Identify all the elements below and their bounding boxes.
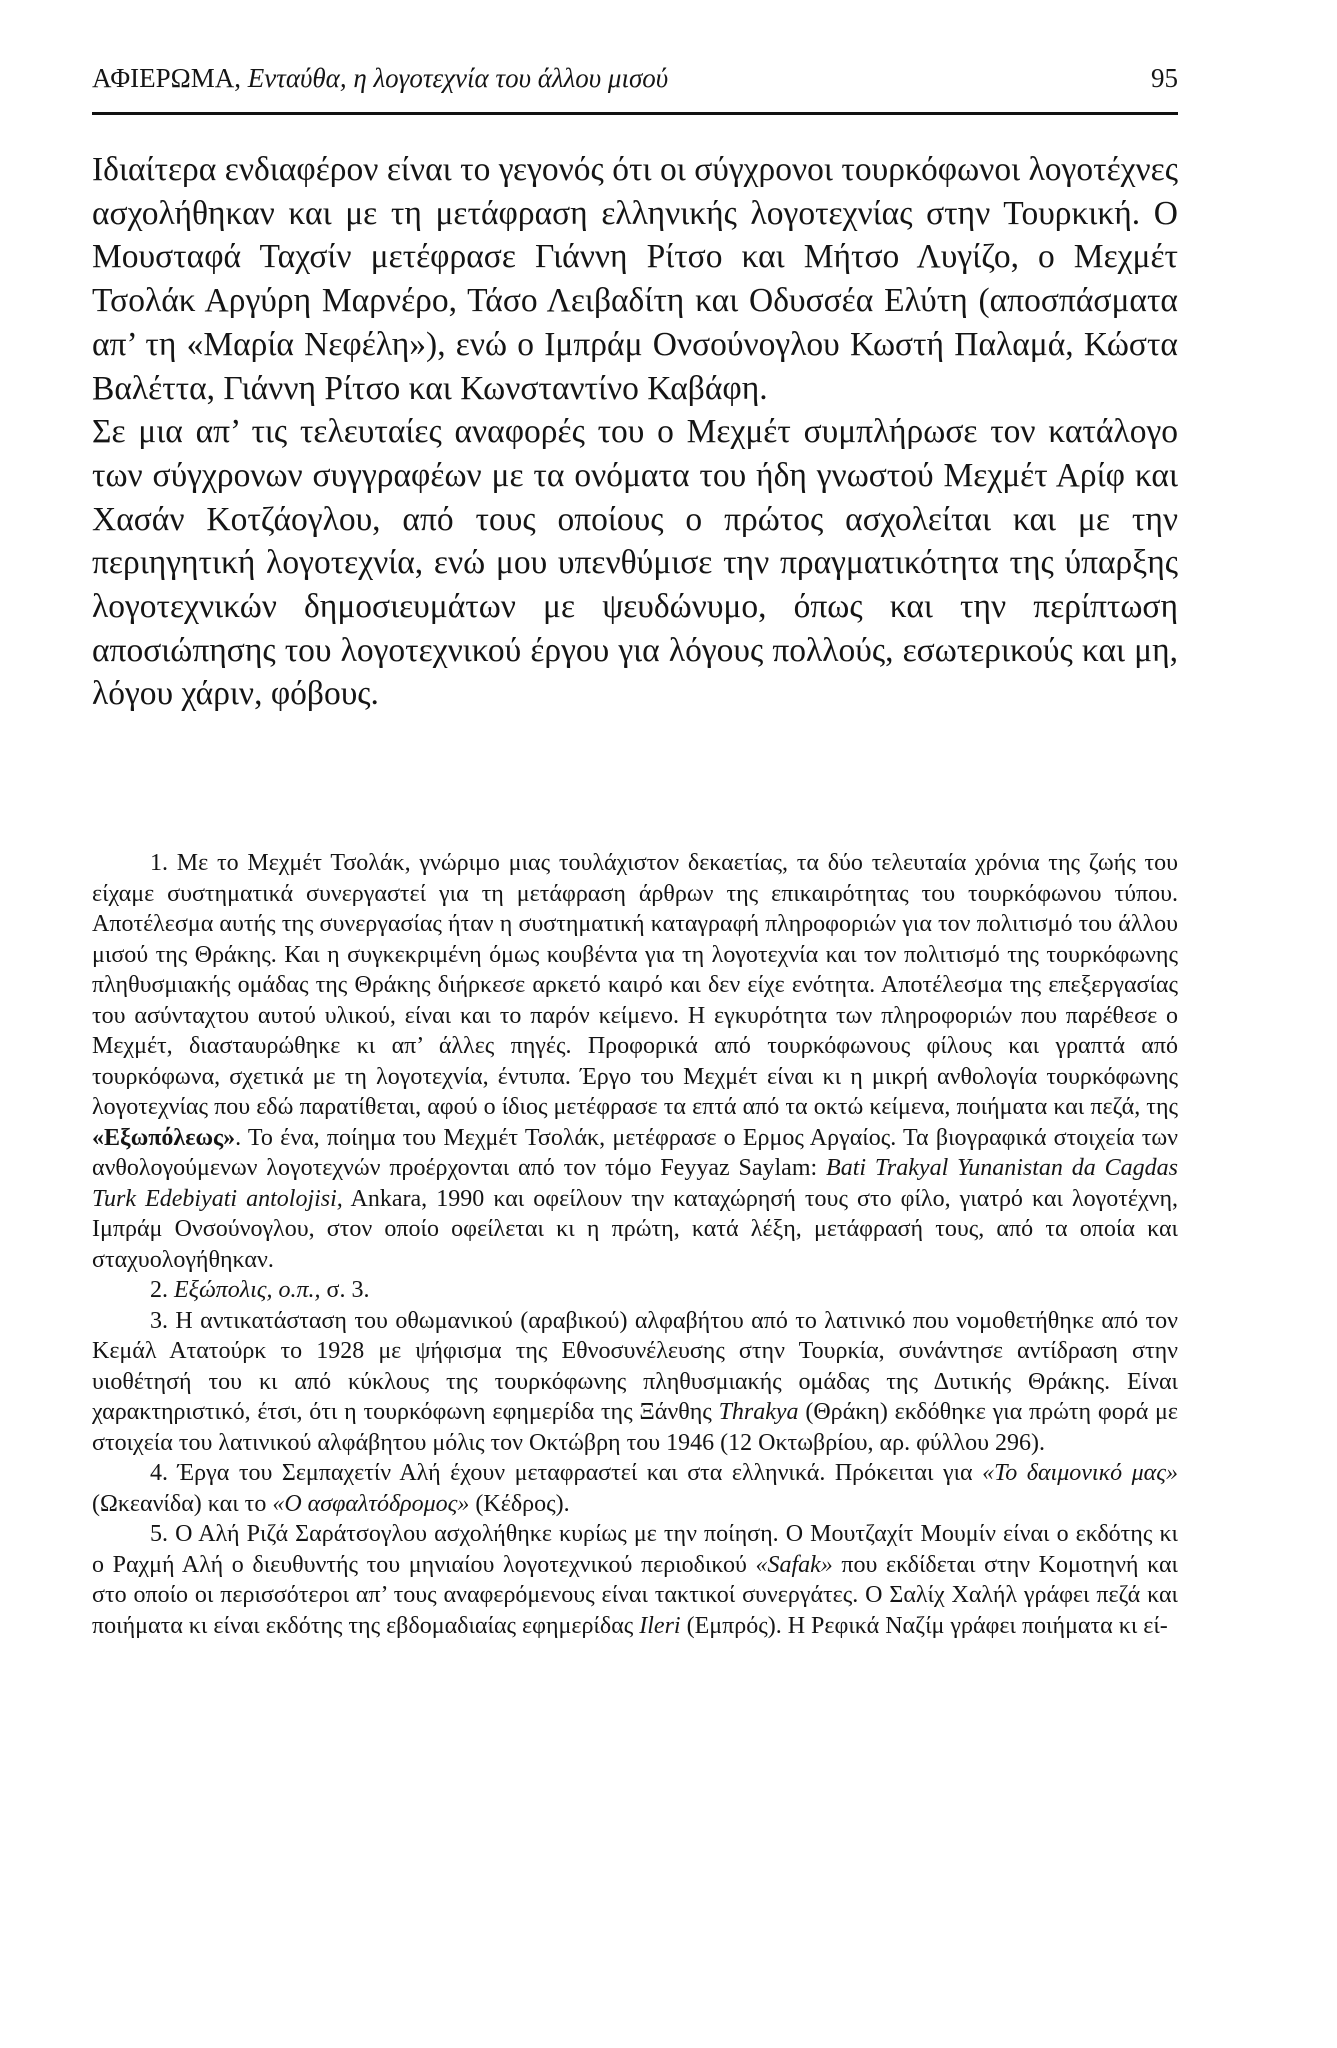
page-number: 95: [1151, 63, 1178, 93]
footnote-1: [92, 848, 1178, 1275]
main-text: [92, 148, 1178, 716]
footnotes: [92, 848, 1178, 1641]
footnote-3-text-b: (Θράκη) εκδόθηκε για πρώτη φορά με στοιχεία του λατινικού αλφάβητου μόλις τον Οκτώβρη του 1946 (12 Οκτωβρίου, αρ. φύλλου 296).: [92, 1399, 1178, 1456]
footnote-4-text-b: (Ωκεανίδα) και το: [92, 1490, 273, 1517]
footnote-5-newspaper: Ileri: [639, 1612, 681, 1639]
footnote-4-text-a: 4. Έργα του Σεμπαχετίν Αλή έχουν μεταφραστεί και στα ελληνικά. Πρόκειται για: [150, 1460, 983, 1486]
header-article-title: Ενταύθα, η λογοτεχνία του άλλου μισού: [247, 63, 669, 93]
body-paragraph-2: Σε μια απ’ τις τελευταίες αναφορές του ο Μεχμέτ συμπλήρωσε τον κατάλογο των σύγχρονων συγγραφέων με τα ονόματα του ήδη γνωστού Μεχμέτ Αρίφ και Χασάν Κοτζάογλου, από τους οποίους ο πρώτος ασχολείται και με την περιηγητική λογοτεχνία, ενώ μου υπενθύμισε την πραγματικότητα της ύπαρξης λογοτεχνικών δημοσιευμάτων με ψευδώνυμο, όπως και την περίπτωση αποσιώπησης του λογοτεχνικού έργου για λόγους πολλούς, εσωτερικούς και μη, λόγου χάριν, φόβους.: [92, 413, 1178, 713]
header-rule: [92, 112, 1178, 115]
footnote-1-text-c: Ankara, 1990 και οφείλουν την καταχώρησή τους στο φίλο, γιατρό και λογοτέχνη, Ιμπράμ Ονσούνογλου, στον οποίο οφείλεται κι η πρώτη, κατά λέξη, μετάφρασή τους, από τα οποία και σταχυολογήθηκαν.: [92, 1185, 1179, 1273]
footnote-5-text-a: 5. Ο Αλή Ριζά Σαράτσογλου ασχολήθηκε κυρίως με την ποίηση. Ο Μουτζαχίτ Μουμίν είναι ο εκδότης κι ο Ραχμή Αλή ο διευθυντής του μηνιαίου λογοτεχνικού περιοδικού: [92, 1521, 1178, 1578]
footnote-3-newspaper: Thrakya: [718, 1399, 799, 1425]
footnote-3: [92, 1306, 1178, 1459]
footnote-1-text-a: 1. Με το Μεχμέτ Τσολάκ, γνώριμο μιας τουλάχιστον δεκαετίας, τα δύο τελευταία χρόνια της ζωής του είχαμε συστηματικά συνεργαστεί για τη μετάφραση άρθρων της επικαιρότητας του τουρκόφωνου τύπου. Αποτέλεσμα αυτής της συνεργασίας ήταν η συστηματική καταγραφή πληροφοριών για τον πολιτισμό του άλλου μισού της Θράκης. Και η συγκεκριμένη όμως κουβέντα για τη λογοτεχνία και τον πολιτισμό της τουρκόφωνης πληθυσμιακής ομάδας της Θράκης διήρκεσε αρκετό καιρό και δεν είχε ενότητα. Αποτέλεσμα της επεξεργασίας του ασύνταχτου αυτού υλικού, είναι και το παρόν κείμενο. Η εγκυρότητα των πληροφοριών που παρέθεσε ο Μεχμέτ, διασταυρώθηκε κι απ’ άλλες πηγές. Προφορικά από τουρκόφωνους φίλους και γραπτά από τουρκόφωνα, σχετικά με τη λογοτεχνία, έντυπα. Έργο του Μεχμέτ είναι κι η μικρή ανθολογία τουρκόφωνης λογοτεχνίας που εδώ παρατίθεται, αφού ο ίδιος μετέφρασε τα επτά από τα οκτώ κείμενα, ποιήματα και πεζά, της: [92, 850, 1178, 1120]
footnote-4-text-c: (Κέδρος).: [469, 1490, 570, 1517]
footnote-1-book-title: Bati Trakyal Yunanistan da Cagdas Turk Edebiyati antolojisi,: [92, 1155, 1179, 1212]
footnote-2-source: Εξώπολις, ο.π.,: [174, 1277, 321, 1303]
header-title: [92, 62, 668, 94]
footnote-5-magazine: «Safak»: [755, 1551, 833, 1578]
footnote-2-page: σ. 3.: [320, 1277, 370, 1303]
running-header: [92, 62, 1178, 94]
footnote-1-text-b: . Το ένα, ποίημα του Μεχμέτ Τσολάκ, μετέφρασε ο Ερμος Αργαίος. Τα βιογραφικά στοιχεία των ανθολογούμενων λογοτεχνών προέρχονται από τον τόμο Feyyaz Saylam:: [92, 1124, 1178, 1181]
footnote-2-number: 2.: [150, 1277, 174, 1303]
footnote-4: [92, 1458, 1178, 1519]
header-section-label: ΑΦΙΕΡΩΜΑ,: [92, 63, 248, 93]
footnote-5-text-c: (Εμπρός). Η Ρεφικά Ναζίμ γράφει ποιήματα κι εί-: [680, 1612, 1168, 1639]
footnote-2: [92, 1275, 1178, 1306]
footnote-4-title-1: «Το δαιμονικό μας»: [982, 1460, 1179, 1486]
footnote-4-title-2: «Ο ασφαλτόδρομος»: [272, 1490, 470, 1517]
body-paragraph-1: Ιδιαίτερα ενδιαφέρον είναι το γεγονός ότι οι σύγχρονοι τουρκόφωνοι λογοτέχνες ασχολήθηκαν και με τη μετάφραση ελληνικής λογοτεχνίας στην Τουρκική. Ο Μουσταφά Ταχσίν μετέφρασε Γιάννη Ρίτσο και Μήτσο Λυγίζο, ο Μεχμέτ Τσολάκ Αργύρη Μαρνέρο, Τάσο Λειβαδίτη και Οδυσσέα Ελύτη (αποσπάσματα απ’ τη «Μαρία Νεφέλη»), ενώ ο Ιμπράμ Ονσούνογλου Κωστή Παλαμά, Κώστα Βαλέττα, Γιάννη Ρίτσο και Κωνσταντίνο Καβάφη.: [92, 151, 1178, 407]
footnote-3-text-a: 3. Η αντικατάσταση του οθωμανικού (αραβικού) αλφαβήτου από το λατινικό που νομοθετήθηκε από τον Κεμάλ Ατατούρκ το 1928 με ψήφισμα της Εθνοσυνέλευσης στην Τουρκία, συνάντησε αντίδραση στην υιοθέτησή του κι από κύκλους της τουρκόφωνης πληθυσμιακής ομάδας της Δυτικής Θράκης. Είναι χαρακτηριστικό, έτσι, ότι η τουρκόφωνη εφημερίδα της Ξάνθης: [92, 1307, 1178, 1425]
footnote-5-text-b: που εκδίδεται στην Κομοτηνή και στο οποίο οι περισσότεροι απ’ τους αναφερόμενους είναι τακτικοί συνεργάτες. Ο Σαλίχ Χαλήλ γράφει πεζά και ποιήματα κι είναι εκδότης της εβδομαδιαίας εφημερίδας: [92, 1551, 1178, 1639]
footnote-1-bold-title: «Εξωπόλεως»: [92, 1124, 236, 1151]
footnote-5: [92, 1519, 1178, 1641]
